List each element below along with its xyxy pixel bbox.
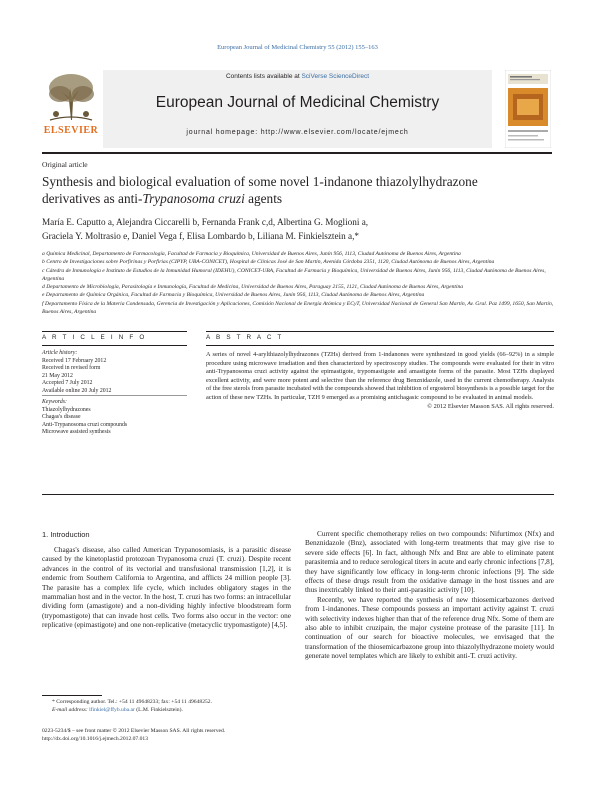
journal-reference[interactable]: European Journal of Medicinal Chemistry 55 (2012) 155–163 [217,44,378,51]
affiliation-item: a Química Medicinal, Departamento de Farmacología, Facultad de Farmacia y Bioquímica, Universidad de Buenos Aires, Junín 956, 1113, Ciudad Autónoma de Buenos Aires, Argentina [42,251,461,257]
title-part: derivatives as anti- [42,191,143,206]
keyword-item: Microwave assisted synthesis [42,429,111,435]
corresponding-author: * Corresponding author. Tel.: +54 11 49648233; fax: +54 11 49648252. [52,699,212,705]
header-rule [42,152,552,154]
affiliations [42,250,557,316]
contents-line [103,73,492,80]
email-label: E-mail address: [52,706,90,713]
section-heading-introduction: 1. Introduction [42,530,90,539]
authors-line-2[interactable]: Graciela Y. Moltrasio e, Daniel Vega f, Elisa Lombardo b, Liliana M. Finkielsztein a,* [42,230,359,241]
keywords [42,399,192,437]
authors-line-1[interactable]: María E. Caputto a, Alejandra Ciccarelli b, Fernanda Frank c,d, Albertina G. Moglioni a, [42,217,369,227]
title-line-2 [42,190,557,207]
history-item: Available online 20 July 2012 [42,387,112,394]
abstract-copyright: © 2012 Elsevier Masson SAS. All rights reserved. [427,402,554,410]
article-history [42,350,192,395]
email-link[interactable]: lfinkiel@ffyb.uba.ar [89,706,135,713]
history-item: 21 May 2012 [42,372,73,379]
article-title [42,173,557,207]
affiliation-item: c Cátedra de Inmunología e Instituto de Estudios de la Inmunidad Humoral (IDEHU), CONICET-UBA, Facultad de Farmacia y Bioquímica, Universidad de Buenos Aires, Junín 956, 1113, Ciudad Autónoma de Buenos Aires, Argentina [42,267,546,282]
author-list [42,216,557,243]
article-info-heading: A R T I C L E I N F O [42,334,147,341]
abstract-top-rule [206,331,554,332]
history-item: Received 17 February 2012 [42,357,107,364]
title-line-1: Synthesis and biological evaluation of some novel 1-indanone thiazolylhydrazone [42,174,478,189]
info-divider [42,395,187,396]
abstract-heading: A B S T R A C T [206,334,284,341]
title-organism: Trypanosoma cruzi [142,191,245,206]
intro-right-column [305,530,554,662]
keyword-item: Thiazolylhydrazones [42,406,91,413]
affiliation-item: f Departamento Física de la Materia Condensada, Gerencia de Investigación y Aplicaciones, Comisión Nacional de Energía Atómica y ECyT, Universidad Nacional de General San Martín, Av. Gral. Paz 1499, 1650, San Martín, Buenos Aires, Argentina [42,300,554,316]
journal-homepage[interactable]: journal homepage: http://www.elsevier.com/locate/ejmech [186,129,409,136]
journal-title: European Journal of Medicinal Chemistry [155,94,440,111]
article-type: Original article [42,160,88,169]
contents-prefix: Contents lists available at [225,73,302,80]
history-item: Accepted 7 July 2012 [42,380,93,386]
email-line [52,707,292,715]
affiliation-item: d Departamento de Microbiología, Parasitología e Inmunología, Facultad de Medicina, Universidad de Buenos Aires, Paraguay 2155, 1121, Ciudad Autónoma de Buenos Aires, Argentina [42,284,464,291]
issn-line: 0223-5234/$ – see front matter © 2012 Elsevier Masson SAS. All rights reserved. [42,728,226,734]
affiliation-item: e Departamento de Química Orgánica, Facultad de Farmacia y Bioquímica, Universidad de Buenos Aires, Junín 956, 1113, Ciudad Autónoma de Buenos Aires, Argentina [42,292,425,299]
email-suffix: (L.M. Finkielsztein). [134,706,183,713]
history-item: Received in revised form [42,365,101,371]
title-part-end: agents [244,191,283,206]
elsevier-wordmark: ELSEVIER [43,125,99,136]
keywords-label: Keywords: [42,399,67,405]
intro-left-column [42,546,291,631]
history-label: Article history: [42,350,78,356]
journal-cover-icon [505,70,551,148]
info-heading-rule [42,345,187,346]
affiliation-item: b Centro de Investigaciones sobre Porfirinas y Porfirias (CIPYP, UBA-CONICET), Hospital de Clínicas José de San Martín, Avenida Córdoba 2351, 1120, Ciudad Autónoma de Buenos Aires, Argentina [42,259,495,266]
sciencedirect-link[interactable]: SciVerse ScienceDirect [301,73,370,80]
intro-paragraph: Recently, we have reported the synthesis of new thiosemicarbazones derived from 1-indanones. These compounds possess an important activity against T. cruzi with selectivity indexes higher than that of the reference drug Nfx. Some of them are also able to inhibit cruzipain, the major cysteine protease of the parasite [11]. In continuation of our search for bioactive molecules, we envisaged that the transformation of the thiosemicarbazone group into thiazolylhydrazone moiety would generate novel templates which are likely to exhibit anti-T. cruzi activity. [305,595,554,661]
info-top-rule [42,331,187,332]
intro-paragraph: Current specific chemotherapy relies on two compounds: Nifurtimox (Nfx) and Benznidazole (Bnz), associated with long-term treatments that may give rise to severe side effects [6]. In fact, although Nfx and Bnz are able to eliminate patent parasitemia and to reduce serological titers in acute and early chronic infections [7,8], they have significantly low efficacy in long-term chronic infections [9]. The side effects of these drugs result from the oxidative damage in the host tissues and are thus inextricably linked to their anti-parasitic activity [10]. [305,530,554,595]
keyword-item: Anti-Trypanosoma cruzi compounds [42,421,128,428]
abstract-text: A series of novel 4-arylthiazolylhydrazones (TZHs) derived from 1-indanones were synthesized in good yields (66–92%) in a simple procedure using microwave irradiation and then characterized by spectroscopy studies. The compounds were evaluated for their in vitro anti-Trypanosoma cruzi activity against the epimastigote, trypomastigote and amastigote forms of the parasite. Most TZHs displayed excellent activity, and were more potent and selective than the reference drug Benznidazole, used in the current chemotherapy. Analysis of the free sterols from parasite incubated with the compounds showed that inhibition of ergosterol biosynthesis is a possible target for the action of these new TZHs. In particular, TZH 9 emerged as a promising antichagasic compound to be evaluated in animal models. [206,351,554,401]
footnote [52,699,292,714]
front-matter [42,728,342,743]
abstract-bottom-rule [42,494,554,495]
intro-paragraph: Chagas's disease, also called American Trypanosomiasis, is a parasitic disease caused by the kinetoplastid protozoan Trypanosoma cruzi (T. cruzi). Despite recent advances in the control of its vectorial and transfusional transmission [1,2], it is endemic from Southern California to Argentina, and afflicts 24 million people [3]. The parasite has a complex life cycle, which includes obligatory stages in the mammalian host and in the vector. In the host, T. cruzi has two forms: an intracellular dividing form (amastigote) and a non-dividing highly infective bloodstream form (trypomastigote) that can invade host cells. Two forms also occur in the vector: one replicative (epimastigote) and one non-replicative (metacyclic trypomastigote) [4,5]. [42,546,291,630]
doi-link[interactable]: http://dx.doi.org/10.1016/j.ejmech.2012.07.013 [42,735,149,742]
keyword-item: Chagas's disease [42,414,81,420]
footnote-rule [42,695,102,696]
abstract-body [206,351,554,411]
abstract-heading-rule [206,345,554,346]
elsevier-tree-logo-icon [42,70,100,148]
